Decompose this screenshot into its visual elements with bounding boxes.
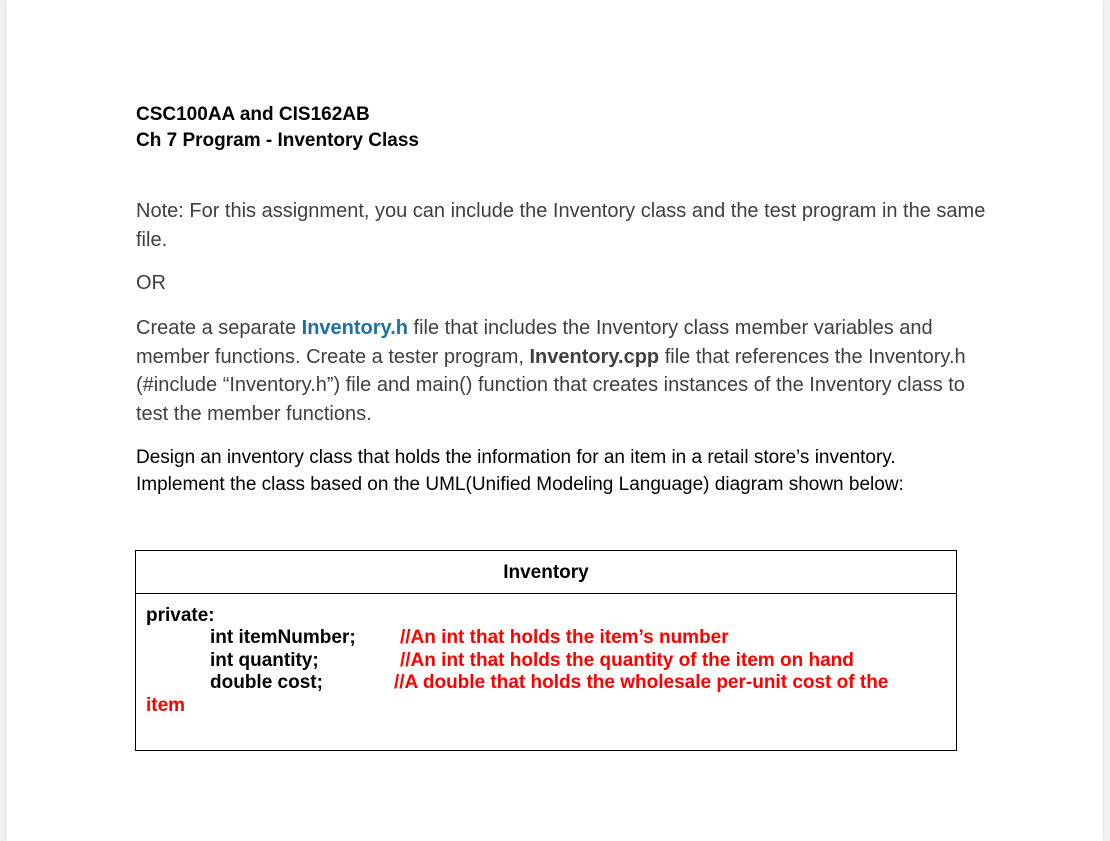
cpp-file-name: Inventory.cpp <box>529 345 660 368</box>
member-comment: //A double that holds the wholesale per-unit cost of the <box>394 672 889 693</box>
create-paragraph <box>136 314 996 428</box>
or-paragraph: OR <box>136 272 166 294</box>
member-declaration: int itemNumber; <box>210 627 356 648</box>
member-comment: //An int that holds the quantity of the item on hand <box>400 650 854 671</box>
document-page <box>6 0 1103 841</box>
uml-access-specifier: private: <box>146 605 215 626</box>
create-text-3: file that references the Inventory.h (#include “Inventory.h”) file and main() function that creates instances of the Inventory class to test the member functions. <box>136 345 966 425</box>
create-text-2: file that includes the Inventory class member variables and member functions. Create a tester program, <box>136 317 933 368</box>
course-title: CSC100AA and CIS162AB <box>136 104 370 125</box>
document-heading <box>136 102 419 154</box>
uml-members <box>136 594 956 750</box>
note-paragraph: Note: For this assignment, you can include the Inventory class and the test program in the same file. <box>136 200 986 251</box>
design-line-1: Design an inventory class that holds the information for an item in a retail store’s inventory. <box>136 447 896 468</box>
design-line-2: Implement the class based on the UML(Unified Modeling Language) diagram shown below: <box>136 474 904 495</box>
uml-class-name: Inventory <box>136 551 956 594</box>
member-comment: //An int that holds the item’s number <box>400 627 729 648</box>
member-declaration: int quantity; <box>210 650 319 671</box>
member-declaration: double cost; <box>210 672 323 693</box>
assignment-title: Ch 7 Program - Inventory Class <box>136 130 419 151</box>
design-paragraph <box>136 444 996 498</box>
create-text-1: Create a separate <box>136 317 302 339</box>
member-comment-wrap: item <box>146 695 186 716</box>
header-file-name: Inventory.h <box>301 317 408 339</box>
uml-diagram <box>135 550 957 751</box>
